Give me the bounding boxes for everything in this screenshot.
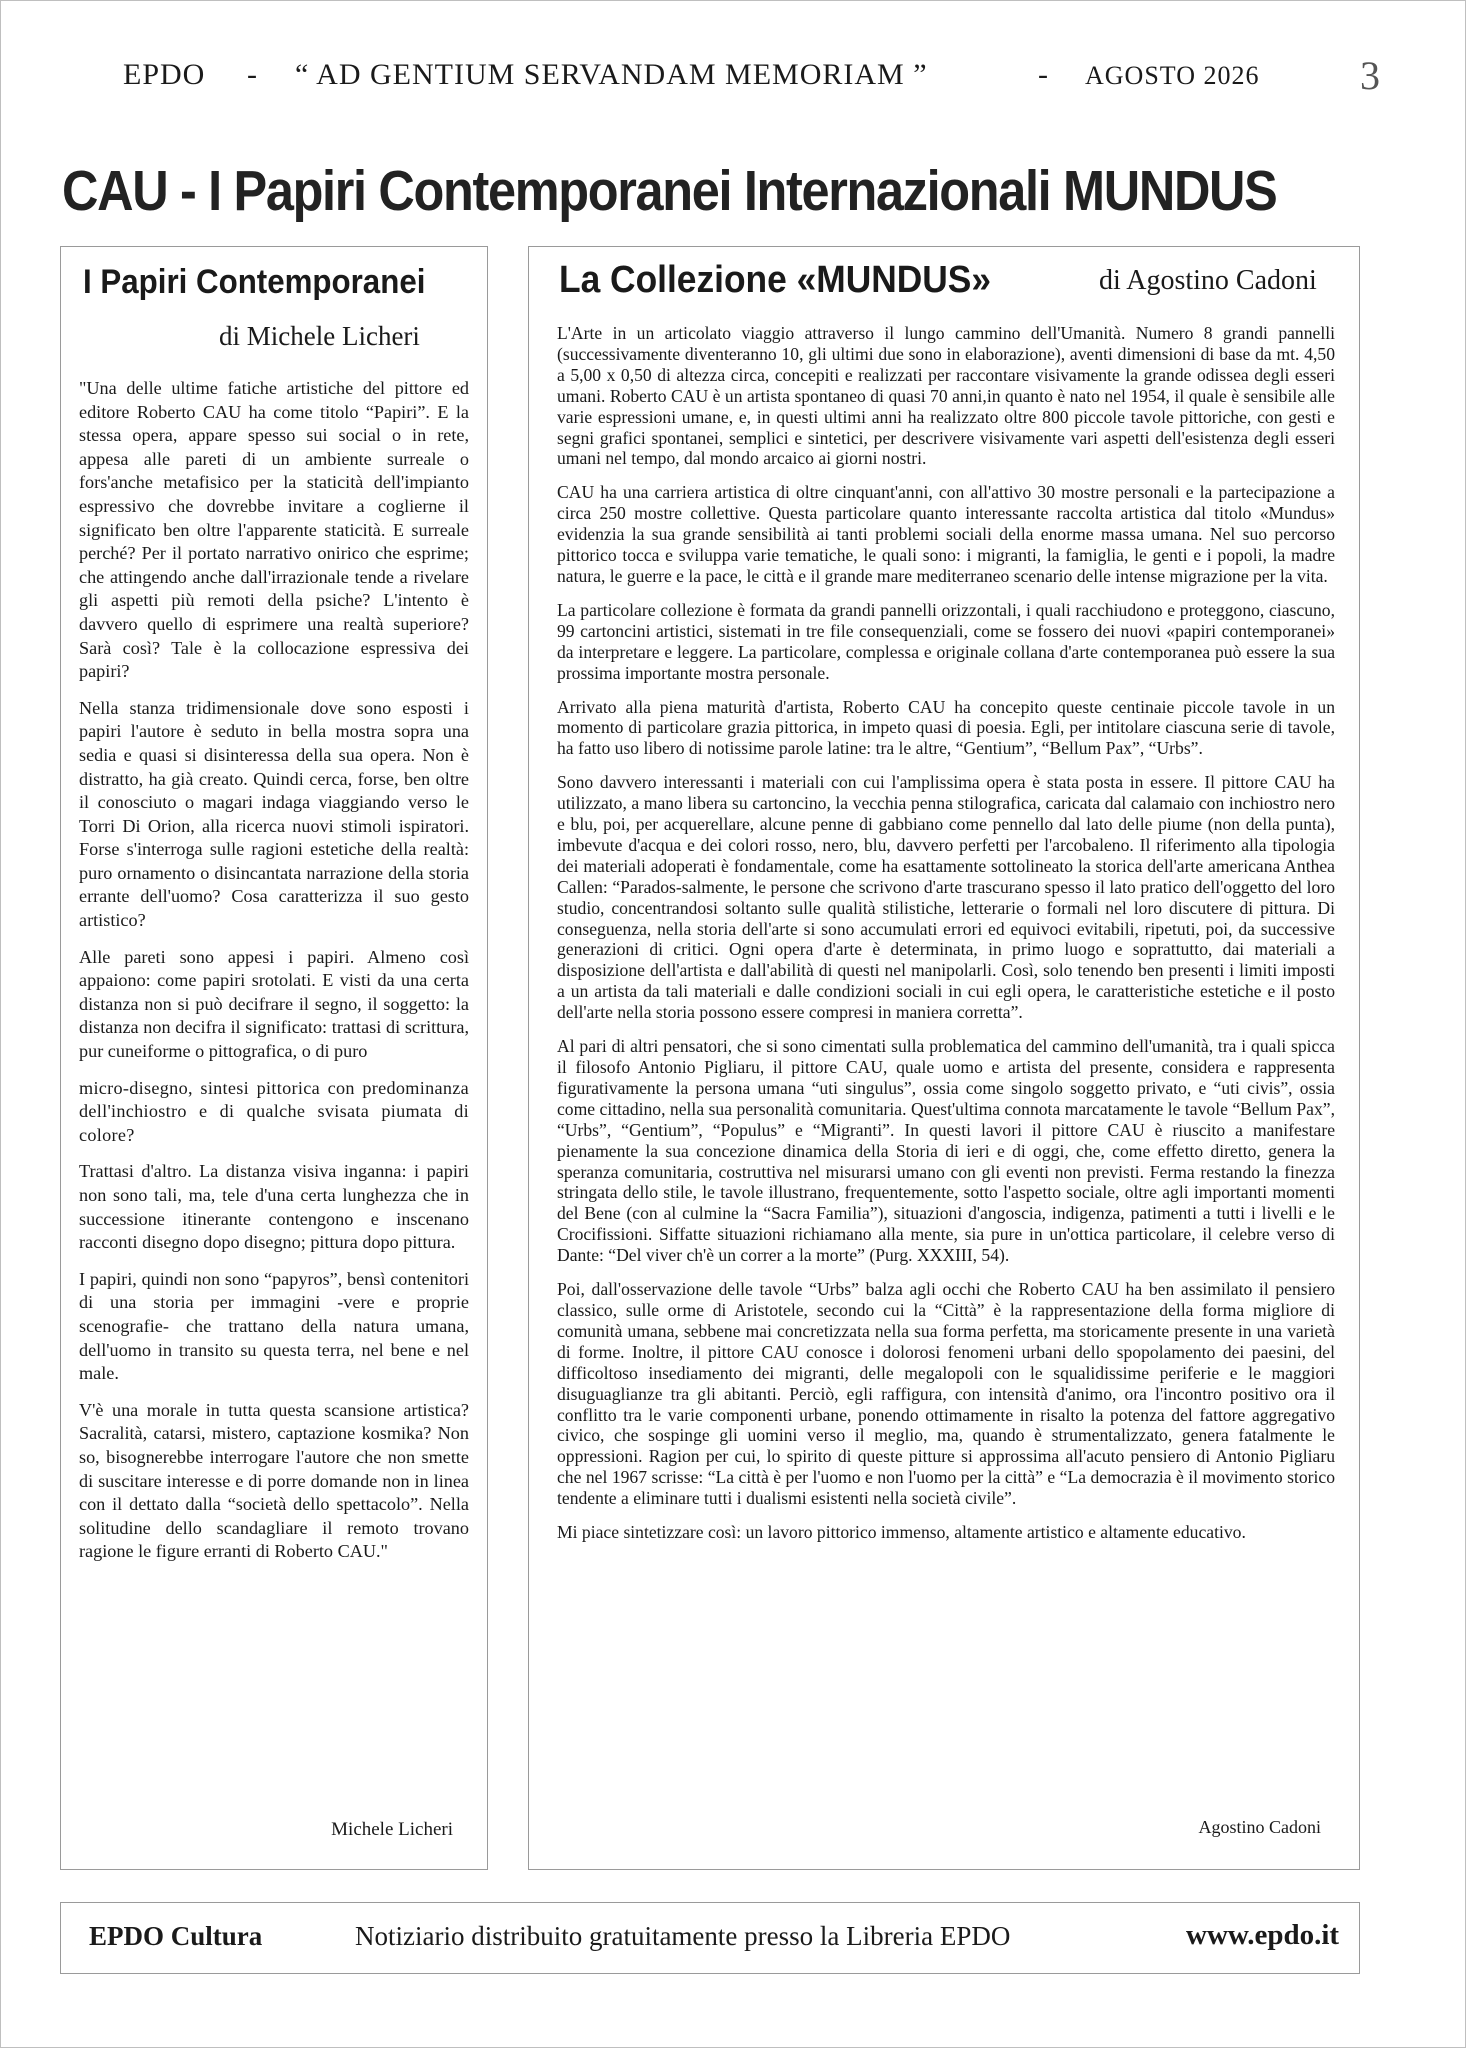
header-motto: “ AD GENTIUM SERVANDAM MEMORIAM ” xyxy=(295,58,928,91)
paragraph: Mi piace sintetizzare così: un lavoro pittorico immenso, altamente artistico e altamente educativo. xyxy=(557,1522,1246,1543)
left-article-signature: Michele Licheri xyxy=(331,1819,453,1840)
right-article-byline: di Agostino Cadoni xyxy=(1099,265,1317,296)
paragraph: Poi, dall'osservazione delle tavole “Urbs” balza agli occhi che Roberto CAU ha ben assimilato il pensiero classico, sulle orme di Aristotele, secondo cui la “Città” è la rappresentazione della forma migliore di comunità umana, sebbene mai concretizzata nella sua forma perfetta, ma storicamente presente in una varietà di forme. Inoltre, il pittore CAU conosce i dolorosi fenomeni urbani dello spopolamento dei paesini, del difficoltoso insediamento dei migranti, delle megalopoli con le squalidissime periferie e le maggiori disuguaglianze tra gli abitanti. Perciò, egli raffigura, con intensità d'animo, ora l'incontro positivo ora il conflitto tra le varie componenti urbane, ponendo ottimamente in risalto la potenza del fattore aggregativo civico, che sospinge gli uomini verso il meglio, ma, quando è strumentalizzato, genera fatalmente le oppressioni. Ragion per cui, lo spirito di queste pitture si approssima all'acuto pensiero di Antonio Pigliaru che nel 1967 scrisse: “La città è per l'uomo e non l'uomo per la città” e “La democrazia è il movimento storico tendente a eliminare tutti i dualismi esistenti nella società civile”. xyxy=(557,1279,1335,1509)
page-number: 3 xyxy=(1360,53,1380,98)
header-separator: - xyxy=(1038,58,1049,91)
running-header xyxy=(123,52,1283,100)
page-title: CAU - I Papiri Contemporanei Internazionali MUNDUS xyxy=(62,159,1277,223)
paragraph: Al pari di altri pensatori, che si sono cimentati sulla problematica del cammino dell'umanità, tra i quali spicca il filosofo Antonio Pigliaru, il pittore CAU, quale uomo e artista del presente, considera e rappresenta figurativamente la persona umana “uti singulus”, ossia come singolo soggetto privato, e “uti civis”, ossia come cittadino, nella sua personalità comunitaria. Quest'ultima connota marcatamente le tavole “Bellum Pax”, “Urbs”, “Gentium”, “Populus” e “Migranti”. In questi lavori il pittore CAU è riuscito a manifestare pienamente la sua concezione dinamica della Storia di ieri e di oggi, che, come effetto diretto, genera la speranza comunitaria, costruttiva nel misurarsi umano con gli eventi non previsti. Ferma restando la finezza stringata dello stile, le tavole illustrano, frequentemente, sotto l'aspetto sociale, oltre agli importanti momenti del Bene (con al culmine la “Sacra Familia”), situazioni d'angoscia, indigenza, patimenti a tutti i livelli e le Crocifissioni. Siffatte situazioni richiamano alla mente, sia pure in un'ottica particolare, il celebre verso di Dante: “Del viver ch'è un correr a la morte” (Purg. XXXIII, 54). xyxy=(557,1036,1335,1266)
footer-brand: EPDO Cultura xyxy=(89,1921,263,1951)
left-article-byline: di Michele Licheri xyxy=(219,321,420,351)
right-article-title: La Collezione «MUNDUS» xyxy=(559,259,992,301)
paragraph: La particolare collezione è formata da grandi pannelli orizzontali, i quali racchiudono e proteggono, ciascuno, 99 cartoncini artistici, sistemati in tre file consequenziali, come se fossero dei nuovi «papiri contemporanei» da interpretare e leggere. La particolare, complessa e originale collana d'arte contemporanea può essere la sua prossima importante mostra personale. xyxy=(557,599,1335,683)
left-article-body xyxy=(79,377,469,1577)
right-article-body xyxy=(557,323,1335,1556)
paragraph: L'Arte in un articolato viaggio attraverso il lungo cammino dell'Umanità. Numero 8 grandi pannelli (successivamente diventeranno 10, gli ultimi due sono in elaborazione), aventi dimensioni di base da mt. 4,50 a 5,00 x 0,50 di altezza circa, concepiti e realizzati per raccontare visivamente la grande odissea degli esseri umani. Roberto CAU è un artista spontaneo di quasi 70 anni,in quanto è nato nel 1954, il quale è sensibile alle varie espressioni umane, e, in questi ultimi anni ha realizzato oltre 800 piccole tavole pittoriche, con gesti e segni grafici spontanei, semplici e sintetici, per descrivere visivamente vari aspetti dell'esistenza degli esseri umani nel tempo, dal mondo arcaico ai giorni nostri. xyxy=(557,323,1335,469)
paragraph: "Una delle ultime fatiche artistiche del pittore ed editore Roberto CAU ha come titolo “Papiri”. E la stessa opera, appare spesso sui social o in rete, appesa alle pareti di un ambiente surreale o fors'anche metafisico per la staticità dell'impianto espressivo che dovrebbe invitare a coglierne il significato ben oltre l'apparente staticità. E surreale perché? Per il portato narrativo onirico che esprime; che attingendo anche dall'irrazionale tende a rivelare gli aspetti più remoti della psiche? L'intento è davvero quello di esprimere una realtà superiore? Sarà così? Tale è la collocazione espressiva dei papiri? xyxy=(79,378,469,682)
left-article-title: I Papiri Contemporanei xyxy=(83,263,426,301)
header-separator: - xyxy=(247,58,258,91)
left-article-box xyxy=(60,246,488,1870)
paragraph: V'è una morale in tutta questa scansione artistica? Sacralità, catarsi, mistero, captazione kosmika? Non so, bisognerebbe interrogare l'autore che non smette di suscitare interesse e di porre domande non in linea con il dettato dalla “società dello spettacolo”. Nella solitudine dello scandagliare il remoto trovano ragione le figure erranti di Roberto CAU." xyxy=(79,1399,469,1562)
paragraph: Trattasi d'altro. La distanza visiva inganna: i papiri non sono tali, ma, tele d'una certa lunghezza che in successione itinerante contengono e inscenano racconti disegno dopo disegno; pittura dopo pittura. xyxy=(79,1161,469,1253)
paragraph: Alle pareti sono appesi i papiri. Almeno così appaiono: come papiri srotolati. E visti da una certa distanza non si può decifrare il segno, il soggetto: la distanza non decifra il significato: trattasi di scrittura, pur cuneiforme o pittografica, o di puro xyxy=(79,946,469,1062)
paragraph: Arrivato alla piena maturità d'artista, Roberto CAU ha concepito queste centinaie piccole tavole in un momento di particolare grazia pittorica, in impeto quasi di poesia. Egli, per intitolare ciascuna serie di tavole, ha fatto uso libero di notissime parole latine: tra le altre, “Gentium”, “Bellum Pax”, “Urbs”. xyxy=(557,696,1335,759)
header-date: AGOSTO 2026 xyxy=(1085,61,1260,90)
paragraph: I papiri, quindi non sono “papyros”, bensì contenitori di una storia per immagini -vere e proprie scenografie- che trattano della natura umana, dell'uomo in transito su questa terra, nel bene e nel male. xyxy=(79,1268,469,1384)
footer xyxy=(60,1902,1360,1974)
right-article-box xyxy=(528,246,1360,1870)
paragraph: micro-disegno, sintesi pittorica con predominanza dell'inchiostro e di qualche svisata piumata di colore? xyxy=(79,1077,469,1145)
footer-note: Notiziario distribuito gratuitamente presso la Libreria EPDO xyxy=(355,1921,1011,1951)
right-article-signature: Agostino Cadoni xyxy=(1198,1817,1321,1837)
header-publisher: EPDO xyxy=(123,58,206,91)
paragraph: Sono davvero interessanti i materiali con cui l'amplissima opera è stata posta in essere. Il pittore CAU ha utilizzato, a mano libera su cartoncino, la vecchia penna stilografica, caricata dal calamaio con inchiostro nero e blu, poi, per acquerellare, alcune penne di gabbiano come pennello dal lato delle piume (non della punta), imbevute d'acqua e dei colori rosso, nero, blu, davvero perfetti per l'arcobaleno. Il riferimento alla tipologia dei materiali adoperati è fondamentale, come ha esattamente sottolineato la storica dell'arte americana Anthea Callen: “Parados-salmente, le persone che scrivono d'arte trascurano spesso il lato pratico dell'oggetto del loro studio, concentrandosi soltanto sulle qualità stilistiche, letterarie o formali nel loro discutere di pittura. Di conseguenza, nella storia dell'arte si sono accumulati errori ed equivoci evitabili, ripetuti, poi, da successive generazioni di critici. Ogni opera d'arte è determinata, in primo luogo e soprattutto, dai materiali a disposizione dell'artista e dall'abilità di questi nel manipolarli. Così, solo tenendo ben presenti i limiti imposti a un artista da tali materiali e dalle condizioni sociali in cui egli opera, le caratteristiche estetiche e il posto dell'arte nella storia possono essere compresi in maniera corretta”. xyxy=(557,772,1335,1023)
footer-url: www.epdo.it xyxy=(1186,1919,1340,1951)
paragraph: CAU ha una carriera artistica di oltre cinquant'anni, con all'attivo 30 mostre personali e la partecipazione a circa 250 mostre collettive. Questa particolare quanto interessante raccolta artistica dal titolo «Mundus» evidenzia la sua grande sensibilità ai tanti problemi sociali della enorme massa umana. Nel suo percorso pittorico tocca e sviluppa varie tematiche, le quali sono: i migranti, la famiglia, le genti e i popoli, la madre natura, le guerre e la pace, le città e il grande mare mediterraneo scenario delle intense migrazione per la vita. xyxy=(557,482,1335,586)
paragraph: Nella stanza tridimensionale dove sono esposti i papiri l'autore è seduto in bella mostra sopra una sedia e quasi si disinteressa della sua opera. Non è distratto, ha già creato. Quindi cerca, forse, ben oltre il conosciuto o magari indaga viaggiando verso le Torri Di Orion, alla ricerca nuovi stimoli ispiratori. Forse s'interroga sulle ragioni estetiche della realtà: puro ornamento o disincantata narrazione della storia errante dell'uomo? Cosa caratterizza il suo gesto artistico? xyxy=(79,697,469,931)
